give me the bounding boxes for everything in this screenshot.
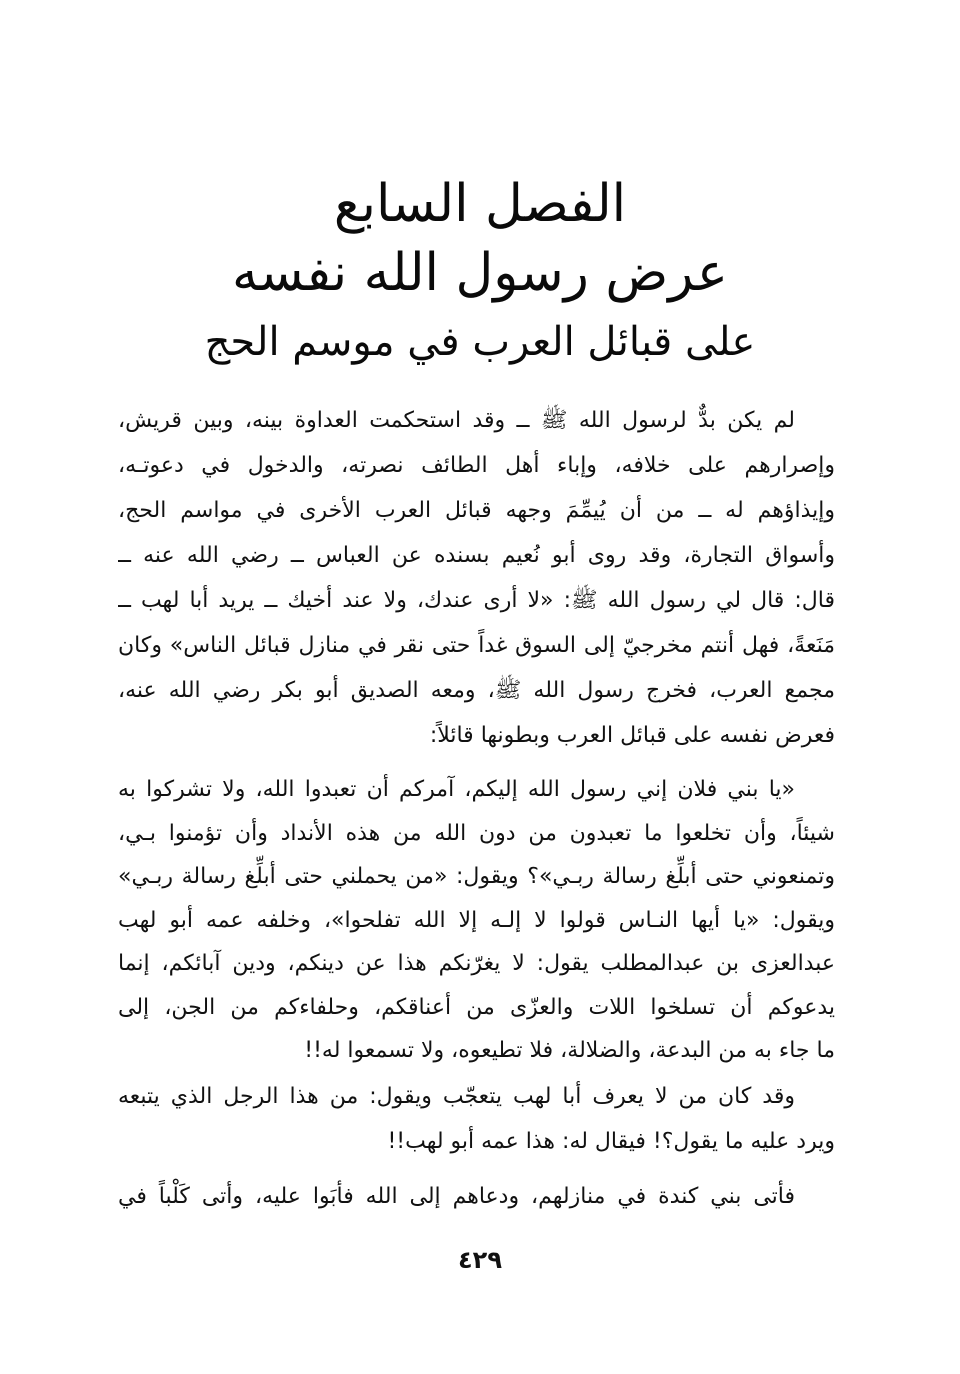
- text-line: وتمنعوني حتى أبلِّغ رسالة ربـي»؟ ويقول: «من يحملني حتى أبلِّغ رسالة ربـي»: [118, 864, 835, 889]
- text-line: وإصرارهم على خلافه، وإباء أهل الطائف نصرته، والدخول في دعوتـه،: [118, 453, 835, 478]
- text-line: ما جاء به من البدعة، والضلالة، فلا تطيعوه، ولا تسمعوا له!!: [304, 1038, 835, 1063]
- text-line: عبدالعزى بن عبدالمطلب يقول: لا يغرّنكم هذا عن دينكم، ودين آبائكم، إنما: [118, 951, 835, 976]
- text-line: مجمع العرب، فخرج رسول الله ﷺ، ومعه الصديق أبو بكر رضي الله عنه،: [118, 678, 835, 703]
- chapter-heading: الفصل السابع: [333, 174, 627, 234]
- paragraph-4: [118, 1174, 835, 1219]
- paragraph-2: [118, 768, 835, 1073]
- text-line: وقد كان من لا يعرف أبا لهب يتعجّب ويقول: من هذا الرجل الذي يتبعه: [118, 1084, 795, 1109]
- paragraph-3: [118, 1074, 835, 1164]
- text-line: ويرد عليه ما يقول؟! فيقال له: هذا عمه أبو لهب!!: [387, 1129, 835, 1154]
- text-line: يدعوكم أن تسلخوا اللات والعزّى من أعناقكم، وحلفاءكم من الجن، إلى: [118, 994, 835, 1020]
- text-line: ويقول: «يا أيها النـاس قولوا لا إلـه إلا الله تفلحوا»، وخلفه عمه أبو لهب: [118, 907, 835, 933]
- text-line: مَنَعةً، فهل أنتم مخرجيّ إلى السوق غداً حتى نقر في منازل قبائل الناس» وكان: [118, 633, 835, 658]
- chapter-subtitle: على قبائل العرب في موسم الحج: [204, 319, 756, 365]
- text-line: فأتى بني كندة في منازلهم، ودعاهم إلى الله فأبَوا عليه، وأتى كَلْباً في: [118, 1184, 795, 1209]
- text-line: وإيذاؤهم له ــ من أن يُيمِّمَ وجهه قبائل العرب الأخرى في مواسم الحج،: [118, 498, 835, 523]
- text-line: فعرض نفسه على قبائل العرب وبطونها قائلاً:: [429, 723, 835, 748]
- text-line: «يا بني فلان إني رسول الله إليكم، آمركم أن تعبدوا الله، ولا تشركوا به: [118, 777, 795, 802]
- text-line: وأسواق التجارة، وقد روى أبو نُعيم بسنده عن العباس ــ رضي الله عنه ــ: [118, 543, 835, 568]
- text-line: شيئاً، وأن تخلعوا ما تعبدون من دون الله من هذه الأنداد وأن تؤمنوا بـي،: [118, 820, 835, 846]
- page-number: ٤٢٩: [458, 1246, 502, 1274]
- text-line: قال: قال لي رسول الله ﷺ: «لا أرى عندك، ولا عند أخيك ــ يريد أبا لهب ــ: [118, 588, 835, 613]
- paragraph-1: [118, 398, 835, 758]
- text-line: لم يكن بدٌّ لرسول الله ﷺ ــ وقد استحكمت العداوة بينه، وبين قريش،: [118, 408, 795, 433]
- chapter-title: عرض رسول الله نفسه: [232, 243, 728, 303]
